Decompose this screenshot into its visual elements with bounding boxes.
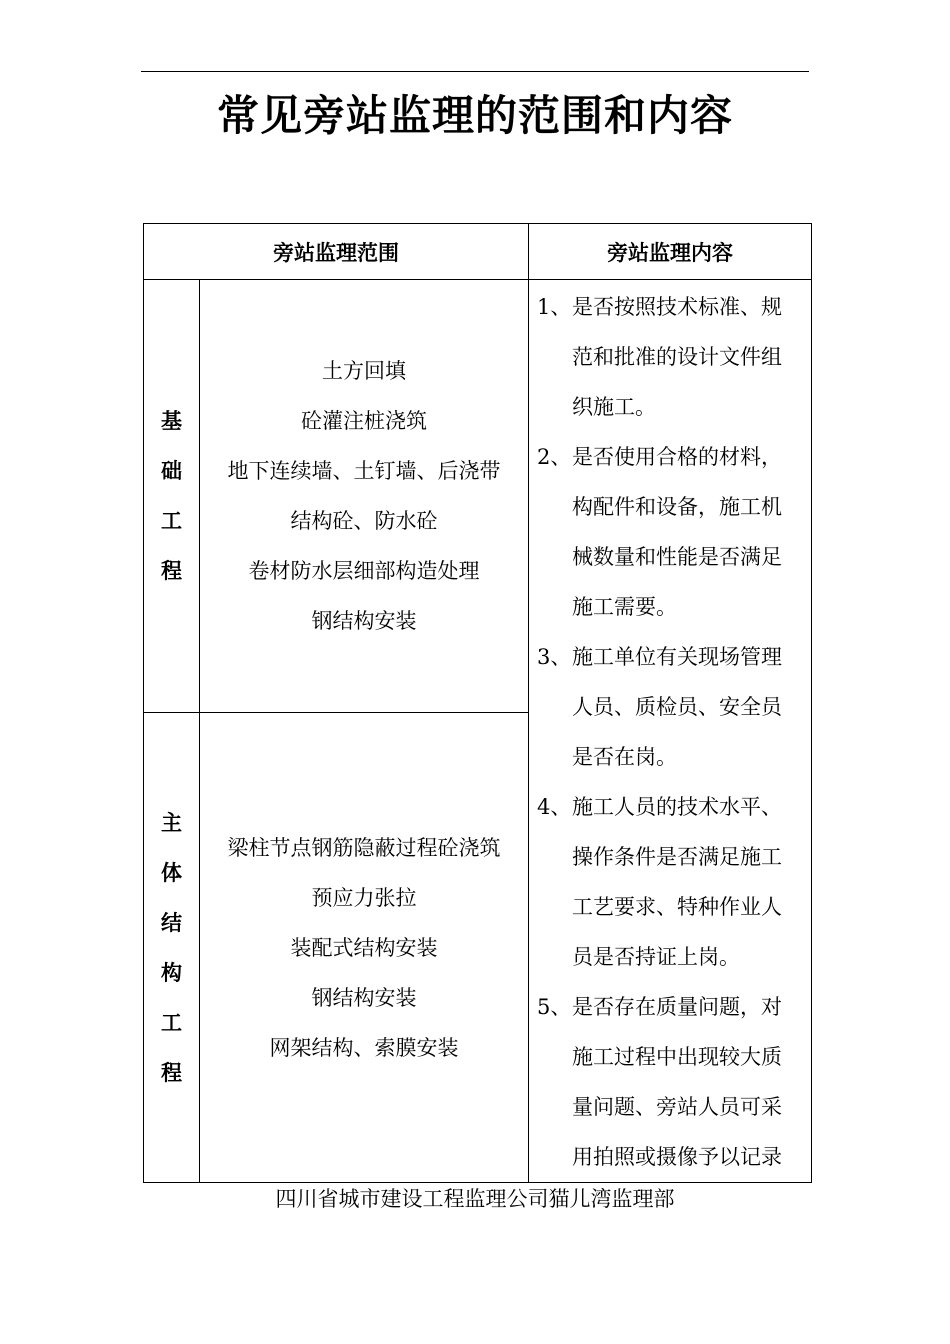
header-content: 旁站监理内容 bbox=[529, 224, 812, 280]
content-number: 1、 bbox=[537, 295, 572, 319]
supervision-table bbox=[143, 223, 812, 1183]
content-number: 2、 bbox=[537, 445, 572, 469]
scope-item: 钢结构安装 bbox=[311, 985, 417, 1010]
category-char: 主 bbox=[161, 809, 182, 835]
scope-foundation bbox=[200, 280, 529, 713]
category-char: 础 bbox=[161, 458, 182, 484]
scope-main-structure bbox=[200, 713, 529, 1183]
content-item bbox=[529, 982, 811, 1182]
content-item bbox=[529, 282, 811, 432]
content-item bbox=[529, 782, 811, 982]
category-char: 基 bbox=[161, 408, 182, 434]
scope-item: 土方回填 bbox=[322, 359, 406, 384]
content-item bbox=[529, 632, 811, 782]
scope-item: 装配式结构安装 bbox=[290, 935, 438, 960]
category-char: 结 bbox=[161, 909, 182, 935]
scope-item: 网架结构、索膜安装 bbox=[269, 1035, 459, 1060]
category-char: 程 bbox=[161, 1059, 182, 1085]
header-rule bbox=[141, 71, 809, 72]
content-number: 3、 bbox=[537, 645, 572, 669]
category-char: 构 bbox=[161, 959, 182, 985]
category-char: 程 bbox=[161, 558, 182, 584]
scope-item: 砼灌注桩浇筑 bbox=[301, 409, 427, 434]
content-number: 4、 bbox=[537, 795, 572, 819]
footer-organization: 四川省城市建设工程监理公司猫儿湾监理部 bbox=[275, 1187, 675, 1211]
category-char: 体 bbox=[161, 859, 182, 885]
scope-item: 结构砼、防水砼 bbox=[290, 509, 438, 534]
content-text: 是否使用合格的材料，构配件和设备，施工机械数量和性能是否满足施工需要。 bbox=[572, 445, 782, 619]
content-text: 是否按照技术标准、规范和批准的设计文件组织施工。 bbox=[572, 295, 782, 419]
category-char: 工 bbox=[161, 508, 182, 534]
scope-item: 钢结构安装 bbox=[311, 609, 417, 634]
page-title: 常见旁站监理的范围和内容 bbox=[216, 91, 733, 140]
content-item bbox=[529, 432, 811, 632]
content-list bbox=[529, 280, 811, 1182]
header-scope: 旁站监理范围 bbox=[144, 224, 529, 280]
content-text: 是否存在质量问题，对施工过程中出现较大质量问题、旁站人员可采用拍照或摄像予以记录 bbox=[572, 995, 782, 1169]
scope-item: 梁柱节点钢筋隐蔽过程砼浇筑 bbox=[227, 835, 501, 860]
scope-item: 预应力张拉 bbox=[311, 885, 417, 910]
category-foundation bbox=[144, 280, 200, 713]
content-text: 施工人员的技术水平、操作条件是否满足施工工艺要求、特种作业人员是否持证上岗。 bbox=[572, 795, 782, 969]
content-number: 5、 bbox=[537, 995, 572, 1019]
content-text: 施工单位有关现场管理人员、质检员、安全员是否在岗。 bbox=[572, 645, 782, 769]
category-char: 工 bbox=[161, 1009, 182, 1035]
table-header-row bbox=[144, 224, 812, 280]
scope-item: 地下连续墙、土钉墙、后浇带 bbox=[227, 459, 501, 484]
section-row-foundation bbox=[144, 280, 812, 713]
scope-item: 卷材防水层细部构造处理 bbox=[248, 559, 480, 584]
content-cell bbox=[529, 280, 812, 1183]
category-main-structure bbox=[144, 713, 200, 1183]
